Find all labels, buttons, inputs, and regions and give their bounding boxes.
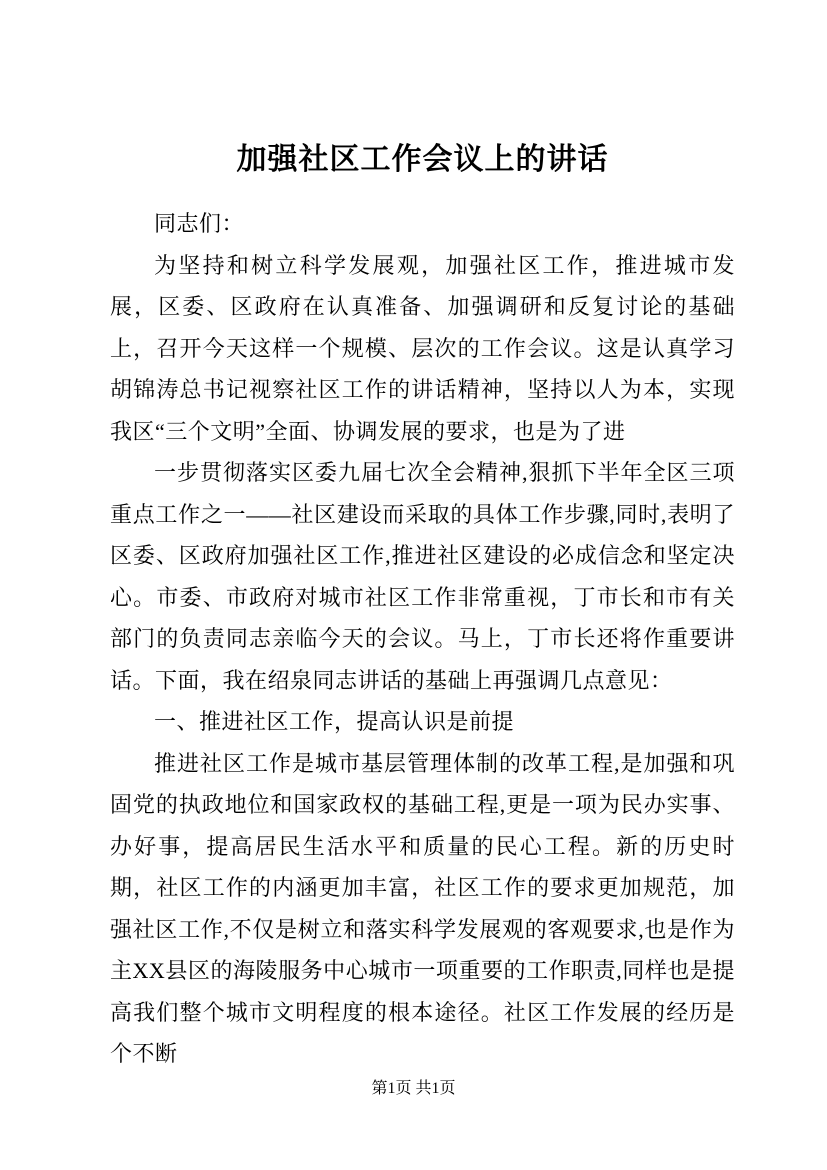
page-footer: [0, 1075, 827, 1098]
paragraph-body-3: 推进社区工作是城市基层管理体制的改革工程,是加强和巩固党的执政地位和国家政权的基础工程,更是一项为民办实事、办好事，提高居民生活水平和质量的民心工程。新的历史时期，社区工作的内涵更加丰富，社区工作的要求更加规范，加强社区工作,不仅是树立和落实科学发展观的客观要求,也是作为主XX县区的海陵服务中心城市一项重要的工作职责,同样也是提高我们整个城市文明程度的根本途径。社区工作发展的经历是个不断: [110, 750, 735, 1066]
document-content: [110, 140, 735, 1075]
paragraph-body-2: 一步贯彻落实区委九届七次全会精神,狠抓下半年全区三项重点工作之一——社区建设而采取的具体工作步骤,同时,表明了区委、区政府加强社区工作,推进社区建设的必成信念和坚定决心。市委、市政府对城市社区工作非常重视，丁市长和市有关部门的负责同志亲临今天的会议。马上，丁市长还将作重要讲话。下面，我在绍泉同志讲话的基础上再强调几点意见：: [110, 460, 735, 693]
paragraph-salutation: 同志们：: [154, 211, 245, 236]
paragraph-section-heading: 一、推进社区工作，提高认识是前提: [154, 709, 515, 734]
document-title: 加强社区工作会议上的讲话: [236, 143, 609, 176]
paragraph-body-1: 为坚持和树立科学发展观，加强社区工作，推进城市发展，区委、区政府在认真准备、加强调研和反复讨论的基础上，召开今天这样一个规模、层次的工作会议。这是认真学习胡锦涛总书记视察社区工作的讲话精神，坚持以人为本，实现我区“三个文明”全面、协调发展的要求，也是为了进: [110, 252, 735, 444]
page-number-label: 第1页 共1页: [371, 1080, 456, 1097]
